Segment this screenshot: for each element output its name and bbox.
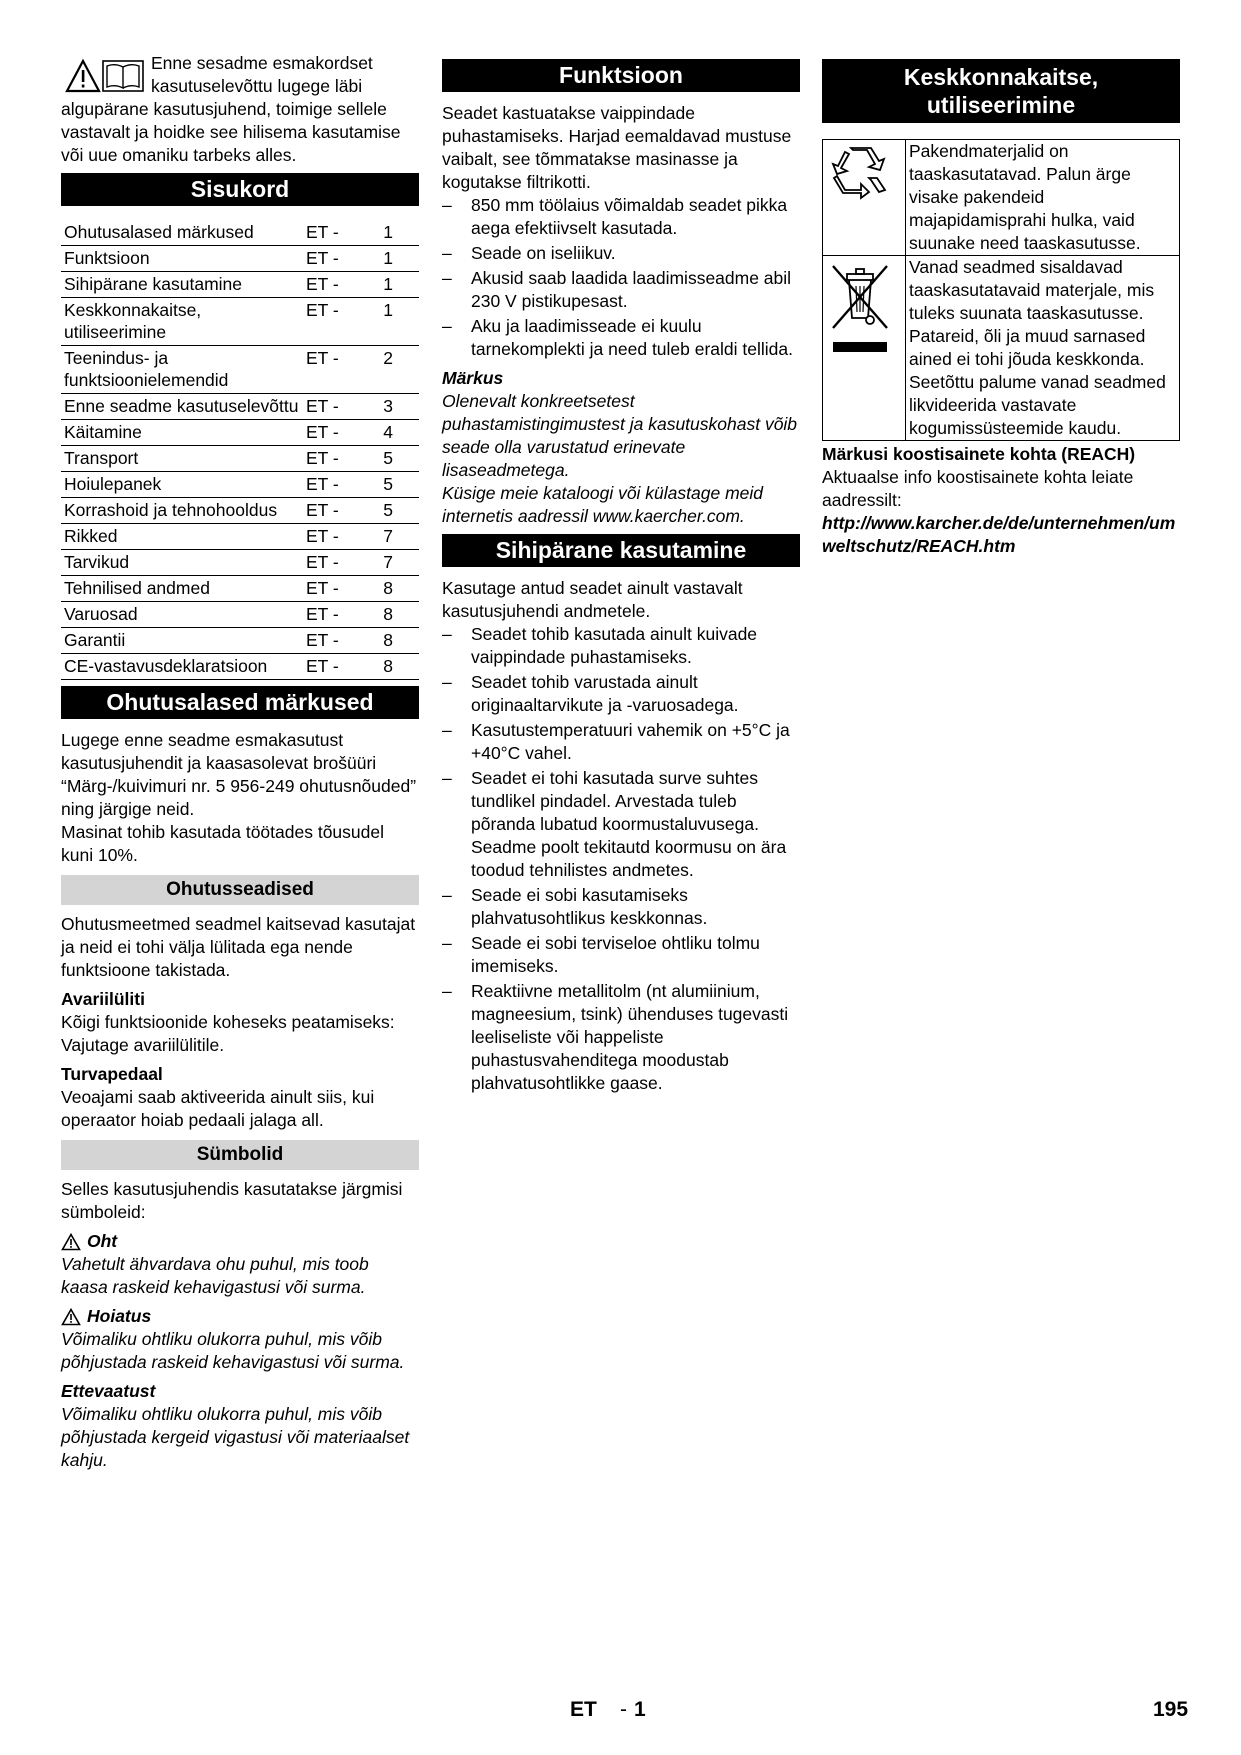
emergency-switch-heading: Avariilüliti xyxy=(61,989,145,1009)
toc-entry-code: ET - xyxy=(303,246,370,272)
toc-entry-label: Garantii xyxy=(61,628,303,654)
toc-row[interactable] xyxy=(61,346,419,394)
toc-row[interactable] xyxy=(61,524,419,550)
toc-entry-page: 5 xyxy=(370,446,419,472)
warning-triangle-icon xyxy=(61,1233,81,1251)
toc-entry-label: Rikked xyxy=(61,524,303,550)
environment-table xyxy=(822,139,1180,441)
column-middle xyxy=(442,52,800,1097)
intro-block xyxy=(61,52,419,167)
toc-entry-page: 7 xyxy=(370,524,419,550)
caution-heading: Ettevaatust xyxy=(61,1381,156,1401)
warning-manual-icon xyxy=(65,58,147,94)
toc-entry-page: 1 xyxy=(370,220,419,246)
danger-heading xyxy=(61,1230,419,1253)
toc-entry-page: 8 xyxy=(370,628,419,654)
safety-text-1: Lugege enne seadme esmakasutust kasutusjuhendit ja kaasasolevat brošüüri “Märg-/kuivimuri nr. 5 956-249 ohutusnõuded” ning järgige neid. xyxy=(61,730,417,819)
toc-entry-label: CE-vastavusdeklaratsioon xyxy=(61,654,303,680)
packaging-text: Pakendmaterjalid on taaskasutatavad. Palun ärge visake pakendeid majapidamisprahi hulka, vaid suunake need taaskasutusse. xyxy=(906,140,1180,256)
toc-entry-page: 5 xyxy=(370,498,419,524)
list-item: – Seadet tohib kasutada ainult kuivade vaippindade puhastamiseks. xyxy=(442,623,800,669)
toc-entry-code: ET - xyxy=(303,498,370,524)
toc-entry-code: ET - xyxy=(303,628,370,654)
symbols-heading: Sümbolid xyxy=(61,1140,419,1170)
warning-text: Võimaliku ohtliku olukorra puhul, mis võib põhjustada raskeid kehavigastusi või surma. xyxy=(61,1329,405,1372)
toc-entry-code: ET - xyxy=(303,550,370,576)
toc-row[interactable] xyxy=(61,472,419,498)
safety-devices-heading: Ohutusseadised xyxy=(61,875,419,905)
toc-entry-code: ET - xyxy=(303,346,370,394)
toc-entry-page: 8 xyxy=(370,576,419,602)
reach-text: Aktuaalse info koostisainete kohta leiate aadressilt: xyxy=(822,467,1134,510)
toc-entry-page: 7 xyxy=(370,550,419,576)
toc-entry-page: 8 xyxy=(370,654,419,680)
toc-entry-code: ET - xyxy=(303,576,370,602)
toc-row[interactable] xyxy=(61,576,419,602)
safety-pedal-heading: Turvapedaal xyxy=(61,1064,163,1084)
toc-row[interactable] xyxy=(61,628,419,654)
warning-triangle-icon xyxy=(61,1308,81,1326)
intro-line-2: kasutuselevõttu lugege läbi xyxy=(151,76,363,96)
toc-entry-label: Enne seadme kasutuselevõttu xyxy=(61,394,303,420)
list-item: – Seade ei sobi terviseloe ohtliku tolmu imemiseks. xyxy=(442,932,800,978)
intended-use-heading: Sihipärane kasutamine xyxy=(442,534,800,567)
environment-heading xyxy=(822,59,1180,123)
symbols-text: Selles kasutusjuhendis kasutatakse järgmisi sümboleid: xyxy=(61,1179,403,1222)
toc-entry-code: ET - xyxy=(303,272,370,298)
toc-row[interactable] xyxy=(61,272,419,298)
environment-heading-line-2: utiliseerimine xyxy=(926,92,1076,118)
toc-entry-page: 5 xyxy=(370,472,419,498)
old-devices-text: Vanad seadmed sisaldavad taaskasutatavaid materjale, mis tuleks suunata taaskasutusse. Patareid, õli ja muud sarnased ained ei tohi jõuda keskkonda. Seetõttu palume vanad seadmed likvideerida vastavate kogumissüsteemide kaudu. xyxy=(906,256,1180,441)
list-item: – 850 mm töölaius võimaldab seadet pikka aega efektiivselt kasutada. xyxy=(442,194,800,240)
footer-local-page: 1 xyxy=(634,1698,646,1721)
list-item: – Kasutustemperatuuri vahemik on +5°C ja +40°C vahel. xyxy=(442,719,800,765)
toc-entry-code: ET - xyxy=(303,524,370,550)
warning-heading xyxy=(61,1305,419,1328)
toc-entry-label: Käitamine xyxy=(61,420,303,446)
environment-heading-line-1: Keskkonnakaitse, xyxy=(903,64,1099,90)
toc-entry-label: Teenindus- ja funktsioonielemendid xyxy=(61,346,303,394)
note-heading: Märkus xyxy=(442,368,504,388)
safety-devices-text: Ohutusmeetmed seadmel kaitsevad kasutajat ja neid ei tohi välja lülitada ega nende funktsioone takistada. xyxy=(61,914,416,980)
intended-use-list xyxy=(442,623,800,1095)
safety-pedal-text: Veoajami saab aktiveerida ainult siis, kui operaator hoiab pedaali jalaga all. xyxy=(61,1087,375,1130)
toc-entry-code: ET - xyxy=(303,602,370,628)
list-item: – Akusid saab laadida laadimisseadme abil 230 V pistikupesast. xyxy=(442,267,800,313)
crossed-bin-icon xyxy=(827,260,893,360)
toc-entry-code: ET - xyxy=(303,472,370,498)
toc-entry-label: Sihipärane kasutamine xyxy=(61,272,303,298)
toc-entry-code: ET - xyxy=(303,420,370,446)
toc-heading: Sisukord xyxy=(61,173,419,206)
reach-heading: Märkusi koostisainete kohta (REACH) xyxy=(822,444,1136,464)
note-text-2: Küsige meie kataloogi või külastage meid internetis aadressil www.kaercher.com. xyxy=(442,483,764,526)
toc-entry-code: ET - xyxy=(303,220,370,246)
toc-row[interactable] xyxy=(61,220,419,246)
toc-entry-page: 3 xyxy=(370,394,419,420)
list-item: – Aku ja laadimisseade ei kuulu tarnekomplekti ja need tuleb eraldi tellida. xyxy=(442,315,800,361)
note-text-1: Olenevalt konkreetsetest puhastamistingimustest ja kasutuskohast võib seade olla varustatud erinevate lisaseadmetega. xyxy=(442,391,798,480)
function-text: Seadet kastuatakse vaippindade puhastamiseks. Harjad eemaldavad mustuse vaibalt, see tõmmatakse masinasse ja kogutakse filtrikotti. xyxy=(442,103,792,192)
list-item: – Reaktiivne metallitolm (nt alumiinium, magneesium, tsink) ühenduses tugevasti leeliseliste või happeliste puhastusvahenditega moodustab plahvatusohtlikke gaase. xyxy=(442,980,800,1095)
function-heading: Funktsioon xyxy=(442,59,800,92)
reach-link[interactable]: http://www.karcher.de/de/unternehmen/umweltschutz/REACH.htm xyxy=(822,513,1176,556)
toc-row[interactable] xyxy=(61,654,419,680)
warning-label: Hoiatus xyxy=(87,1306,152,1326)
safety-text-2: Masinat tohib kasutada töötades tõusudel kuni 10%. xyxy=(61,822,384,865)
toc-entry-code: ET - xyxy=(303,298,370,346)
footer-separator: - xyxy=(620,1698,627,1721)
list-item: – Seadet tohib varustada ainult originaaltarvikute ja -varuosadega. xyxy=(442,671,800,717)
intro-text: algupärane kasutusjuhend, toimige sellele vastavalt ja hoidke see hilisema kasutamise või uue omaniku tarbeks alles. xyxy=(61,99,401,165)
list-item: – Seade ei sobi kasutamiseks plahvatusohtlikus keskkonnas. xyxy=(442,884,800,930)
list-item: – Seadet ei tohi kasutada surve suhtes tundlikel pindadel. Arvestada tuleb põranda lubatud koormustaluvusega. Seadme poolt tekitautd koormusu on ära toodud tehnilistes andmetes. xyxy=(442,767,800,882)
recycling-icon xyxy=(827,144,893,200)
safety-heading: Ohutusalased märkused xyxy=(61,686,419,719)
toc-entry-code: ET - xyxy=(303,654,370,680)
toc-row[interactable] xyxy=(61,420,419,446)
toc-entry-label: Ohutusalased märkused xyxy=(61,220,303,246)
recycling-icon-cell xyxy=(823,140,906,256)
toc-entry-page: 1 xyxy=(370,272,419,298)
toc-entry-label: Korrashoid ja tehnohooldus xyxy=(61,498,303,524)
toc-entry-code: ET - xyxy=(303,446,370,472)
toc-entry-page: 1 xyxy=(370,246,419,272)
danger-text: Vahetult ähvardava ohu puhul, mis toob kaasa raskeid kehavigastusi või surma. xyxy=(61,1254,369,1297)
toc-entry-label: Keskkonnakaitse, utiliseerimine xyxy=(61,298,303,346)
toc-entry-code: ET - xyxy=(303,394,370,420)
toc-row[interactable] xyxy=(61,298,419,346)
environment-row-old-devices xyxy=(823,256,1180,441)
intro-line-1: Enne sesadme esmakordset xyxy=(151,53,373,73)
toc-entry-page: 4 xyxy=(370,420,419,446)
caution-text: Võimaliku ohtliku olukorra puhul, mis võib põhjustada kergeid vigastusi või materiaalset kahju. xyxy=(61,1404,410,1470)
toc-entry-label: Varuosad xyxy=(61,602,303,628)
toc-entry-label: Tarvikud xyxy=(61,550,303,576)
toc-entry-label: Tehnilised andmed xyxy=(61,576,303,602)
column-right xyxy=(822,52,1180,558)
intended-use-text: Kasutage antud seadet ainult vastavalt kasutusjuhendi andmetele. xyxy=(442,578,743,621)
toc-entry-label: Funktsioon xyxy=(61,246,303,272)
footer-page-number: 195 xyxy=(1153,1698,1189,1721)
toc-table xyxy=(61,220,419,680)
toc-row[interactable] xyxy=(61,550,419,576)
column-left xyxy=(61,52,419,1472)
danger-label: Oht xyxy=(87,1231,118,1251)
toc-row[interactable] xyxy=(61,246,419,272)
footer-language: ET xyxy=(570,1698,597,1721)
toc-entry-label: Hoiulepanek xyxy=(61,472,303,498)
toc-row[interactable] xyxy=(61,394,419,420)
toc-entry-label: Transport xyxy=(61,446,303,472)
environment-row-packaging xyxy=(823,140,1180,256)
weee-icon-cell xyxy=(823,256,906,441)
list-item: – Seade on iseliikuv. xyxy=(442,242,800,265)
emergency-switch-text: Kõigi funktsioonide koheseks peatamiseks: Vajutage avariilülitile. xyxy=(61,1012,395,1055)
toc-row[interactable] xyxy=(61,498,419,524)
toc-entry-page: 1 xyxy=(370,298,419,346)
toc-row[interactable] xyxy=(61,446,419,472)
toc-entry-page: 2 xyxy=(370,346,419,394)
function-list xyxy=(442,194,800,361)
toc-entry-page: 8 xyxy=(370,602,419,628)
toc-row[interactable] xyxy=(61,602,419,628)
